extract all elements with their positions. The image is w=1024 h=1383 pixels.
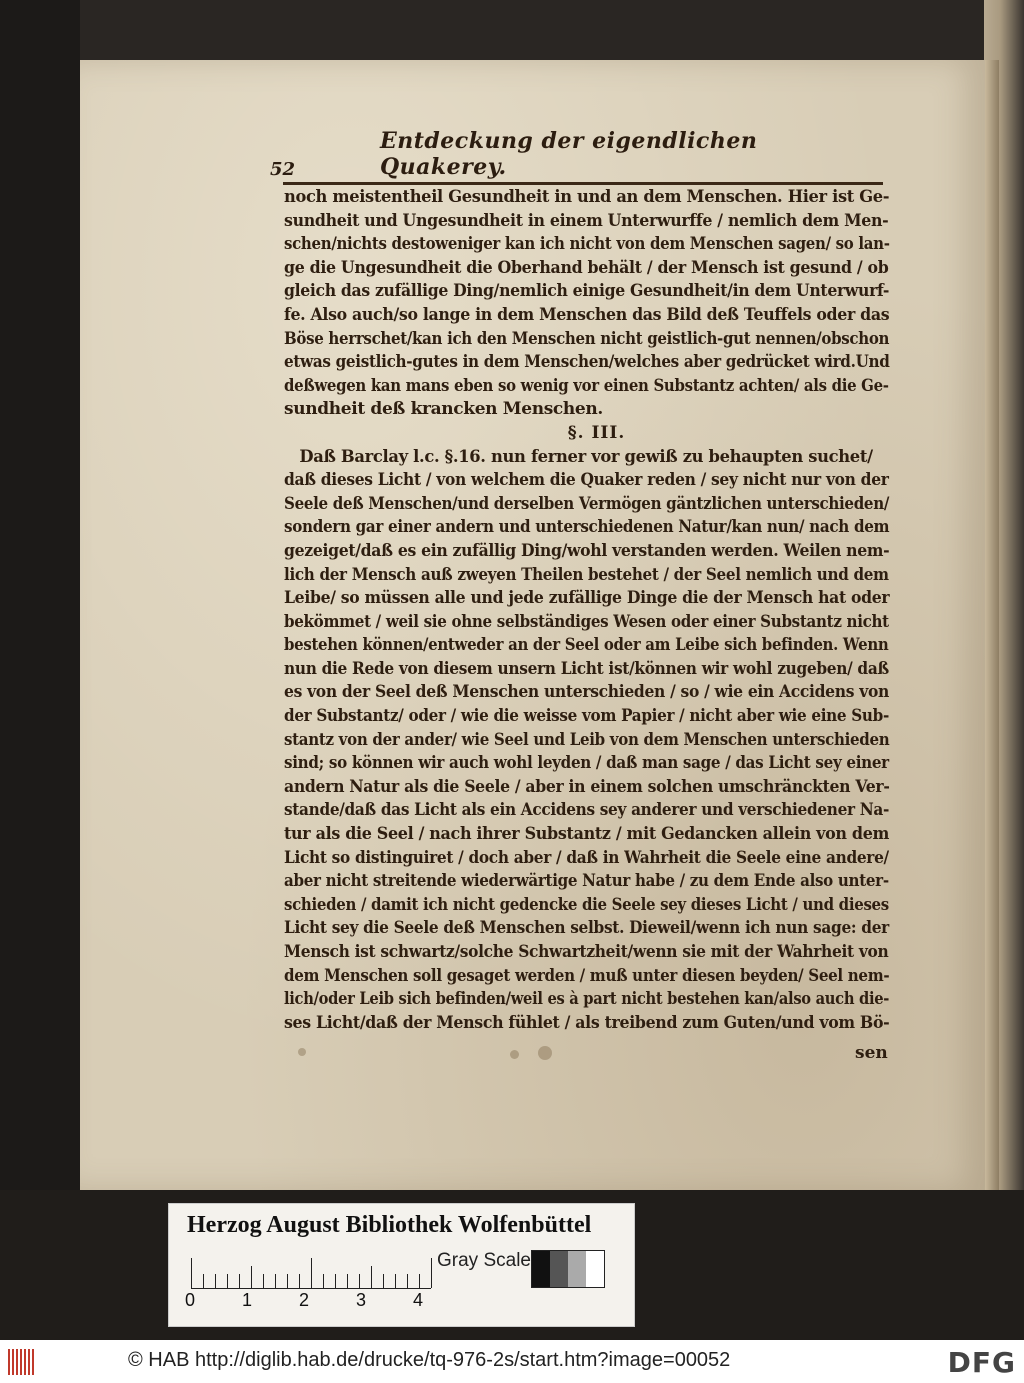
text-line: fe. Also auch/so lange in dem Menschen das Bild deß Teuffels oder das xyxy=(284,304,890,325)
text-line: Licht sey die Seele deß Menschen selbst. Dieweil/wenn ich nun sage: der xyxy=(284,918,889,939)
ruler-tick xyxy=(263,1274,264,1288)
text-line: bekömmet / weil sie ohne selbständiges Wesen oder einer Substantz nicht xyxy=(284,611,889,632)
hab-logo-icon xyxy=(8,1349,38,1375)
text-line: Licht so distinguiret / doch aber / daß in Wahrheit die Seele eine andere/ xyxy=(284,847,889,868)
header-rule xyxy=(283,182,883,185)
ruler-tick xyxy=(275,1274,276,1288)
running-title: Entdeckung der eigendlichen Quakerey. xyxy=(380,128,758,180)
footer-bar xyxy=(0,1340,1024,1383)
calibration-card xyxy=(168,1203,635,1327)
text-line: sind; so können wir auch wohl leyden / daß man sage / das Licht sey einer xyxy=(284,753,889,774)
dfg-logo: DFG xyxy=(947,1346,1016,1379)
ruler-label: 2 xyxy=(299,1290,310,1310)
text-line: Mensch ist schwartz/solche Schwartzheit/wenn sie mit der Wahrheit von xyxy=(284,942,889,962)
ruler-tick xyxy=(323,1274,324,1288)
page-header xyxy=(270,128,890,180)
text-line: gezeiget/daß es ein zufällig Ding/wohl verstanden werden. Weilen nem- xyxy=(284,540,890,561)
ruler-label: 0 xyxy=(185,1290,196,1310)
ruler-tick xyxy=(251,1266,252,1288)
text-line: ge die Ungesundheit die Oberhand behält / der Mensch ist gesund / ob xyxy=(284,257,889,278)
text-line: sundheit und Ungesundheit in einem Unterwurffe / nemlich dem Men- xyxy=(284,210,889,231)
ruler-tick xyxy=(383,1274,384,1288)
text-line: schen/nichts destoweniger kan ich nicht von dem Menschen sagen/ so lan- xyxy=(284,234,890,255)
text-line: lich der Mensch auß zweyen Theilen bestehet / der Seel nemlich und dem xyxy=(284,564,889,585)
text-line: andern Natur als die Seele / aber in einem solchen umschränckten Ver- xyxy=(284,776,890,797)
ruler-tick xyxy=(203,1274,204,1288)
text-line: lich/oder Leib sich befinden/weil es à part nicht bestehen kan/also auch die- xyxy=(284,989,890,1010)
scan-background-left xyxy=(0,0,80,1190)
text-line: aber nicht streitende wiederwärtige Natur habe / zu dem Ende also unter- xyxy=(284,871,889,892)
text-line: Leibe/ so müssen alle und jede zufällige Dinge die der Mensch hat oder xyxy=(284,588,890,609)
ink-stain xyxy=(298,1048,306,1056)
page-number: 52 xyxy=(270,159,296,180)
ruler-tick xyxy=(359,1274,360,1288)
ruler xyxy=(191,1248,431,1289)
copyright-link[interactable]: © HAB http://diglib.hab.de/drucke/tq-976-2s/start.htm?image=00052 xyxy=(128,1349,731,1371)
text-line: sundheit deß krancken Menschen. xyxy=(284,399,603,420)
ruler-tick xyxy=(347,1274,348,1288)
ruler-tick xyxy=(371,1266,372,1288)
text-line: bestehen können/entweder an der Seel oder am Leibe sich befinden. Wenn xyxy=(284,635,889,656)
ruler-label: 3 xyxy=(356,1290,367,1310)
ruler-tick xyxy=(215,1274,216,1288)
page-edge xyxy=(985,60,999,1190)
gray-scale-label: Gray Scale xyxy=(437,1250,531,1271)
text-line: es von der Seel deß Menschen unterschieden / so / wie ein Accidens von xyxy=(284,682,889,703)
text-line: etwas geistlich-gutes in dem Menschen/welches aber gedrücket wird.Und xyxy=(284,352,890,373)
ruler-tick xyxy=(191,1258,192,1288)
text-line: der Substantz/ oder / wie die weisse vom Papier / nicht aber wie eine Sub- xyxy=(284,706,889,727)
text-line: gleich das zufällige Ding/nemlich einige Gesundheit/in dem Unterwurf- xyxy=(284,281,890,302)
card-title: Herzog August Bibliothek Wolfenbüttel xyxy=(187,1212,592,1238)
gray-swatch-black xyxy=(532,1251,550,1287)
text-line: Böse herrschet/kan ich den Menschen nicht geistlich-gut nennen/obschon xyxy=(284,328,890,349)
gray-scale-swatch xyxy=(531,1250,605,1288)
ruler-tick xyxy=(311,1258,312,1288)
text-line: tur als die Seel / nach ihrer Substantz / mit Gedancken allein von dem xyxy=(284,824,890,845)
text-line: stantz von der ander/ wie Seel und Leib von dem Menschen unterschieden xyxy=(284,729,890,750)
ruler-tick xyxy=(395,1274,396,1288)
section-heading: §. III. xyxy=(567,422,626,443)
text-line: schieden / damit ich nicht gedencke die Seele sey dieses Licht / und dieses xyxy=(284,894,889,915)
text-line: nun die Rede von diesem unsern Licht ist/können wir wohl zugeben/ daß xyxy=(284,658,889,679)
text-line: ses Licht/daß der Mensch fühlet / als treibend zum Guten/und vom Bö- xyxy=(284,1012,890,1033)
ink-stain xyxy=(510,1050,519,1059)
ruler-tick xyxy=(299,1274,300,1288)
gray-swatch-light xyxy=(568,1251,586,1287)
ruler-label: 1 xyxy=(242,1290,253,1310)
text-line: daß dieses Licht / von welchem die Quaker reden / sey nicht nur von der xyxy=(284,470,889,491)
ink-stain xyxy=(538,1046,552,1060)
catchword: sen xyxy=(855,1043,888,1063)
ruler-label: 4 xyxy=(413,1290,424,1310)
text-line: Daß Barclay l.c. §.16. nun ferner vor gewiß zu behaupten suchet/ xyxy=(299,446,873,467)
text-line: deßwegen kan mans eben so wenig vor einen Substantz achten/ als die Ge- xyxy=(284,375,889,396)
ruler-tick xyxy=(335,1274,336,1288)
ruler-tick xyxy=(431,1258,432,1288)
text-line: stande/daß das Licht als ein Accidens sey anderer und verschiedener Na- xyxy=(284,800,890,821)
gray-swatch-dark xyxy=(550,1251,568,1287)
text-line: sondern gar einer andern und unterschiedenen Natur/kan nun/ nach dem xyxy=(284,517,890,538)
ruler-tick xyxy=(419,1274,420,1288)
text-line: dem Menschen soll gesaget werden / muß unter diesen beyden/ Seel nem- xyxy=(284,965,890,986)
ruler-tick xyxy=(239,1274,240,1288)
ruler-tick xyxy=(227,1274,228,1288)
ruler-tick xyxy=(407,1274,408,1288)
gray-swatch-white xyxy=(586,1251,604,1287)
ruler-tick xyxy=(287,1274,288,1288)
body-text xyxy=(284,186,889,1035)
text-line: Seele deß Menschen/und derselben Vermögen gäntzlichen unterschieden/ xyxy=(284,493,890,514)
text-line: noch meistentheil Gesundheit in und an dem Menschen. Hier ist Ge- xyxy=(284,187,890,207)
